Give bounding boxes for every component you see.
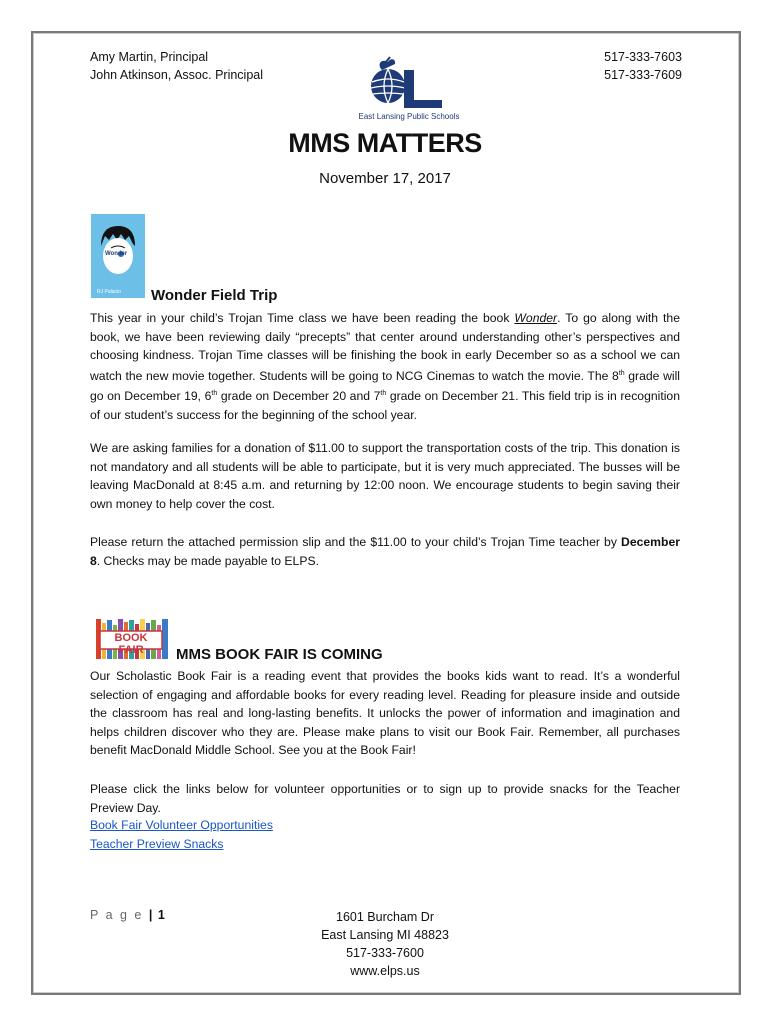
wonder-paragraph-2: We are asking families for a donation of $11.00 to support the transportation costs of the trip. This donation is not mandatory and all students will be able to participate, but it is very much appreciated. The busses will be leaving MacDonald at 8:45 a.m. and returning by 12:00 noon. We encourage students to begin saving their own money to help cover the cost. xyxy=(90,441,680,511)
bookfair-paragraph-2: Please click the links below for volunteer opportunities or to sign up to provide snacks for the Teacher Preview Day. xyxy=(90,782,680,815)
wonder-p1-text-b: . To go along with the book, we have been reviewing daily “precepts” that center around understanding other’s perspectives and choosing kindness. Trojan Time classes will be finishing the book in early December so as a school we can watch the new movie together. Students will be going to NCG Cinemas to watch the movie. The 8 xyxy=(90,311,680,383)
deadline-date: December 8 xyxy=(90,535,680,568)
phone-principal: 517-333-7603 xyxy=(604,50,682,64)
volunteer-opportunities-link[interactable]: Book Fair Volunteer Opportunities xyxy=(90,818,273,832)
footer-city: East Lansing MI 48823 xyxy=(321,928,449,942)
page-number: 1 xyxy=(157,908,165,922)
wonder-heading: Wonder Field Trip xyxy=(151,287,278,304)
footer-street: 1601 Burcham Dr xyxy=(336,910,434,924)
book-cover-title: Wonder xyxy=(105,251,128,257)
wonder-paragraph-1 xyxy=(90,309,680,425)
wonder-p3-text-a: Please return the attached permission slip and the $11.00 to your child’s Trojan Time teacher by xyxy=(90,535,622,549)
header-phones xyxy=(604,48,682,84)
wonder-p3-text-b: . Checks may be made payable to ELPS. xyxy=(96,553,319,568)
book-fair-logo-text: BOOK FAIR xyxy=(114,632,148,656)
principal-name: Amy Martin, Principal xyxy=(90,50,209,64)
bookfair-paragraph-1: Our Scholastic Book Fair is a reading event that provides the books kids want to read. It’s a wonderful selection of engaging and affordable books for every reading level. Reading for pleasure inside and outside the classroom has real and long-lasting benefits. It unlocks the power of information and imagination and helps children discover who they are. Please make plans to visit our Book Fair. Remember, all purchases benefit MacDonald Middle School. See you at the Book Fair! xyxy=(90,669,680,758)
teacher-preview-snacks-link[interactable]: Teacher Preview Snacks xyxy=(90,837,224,851)
footer-address xyxy=(300,908,470,980)
superscript: th xyxy=(618,369,625,377)
logo-caption: East Lansing Public Schools xyxy=(358,112,460,121)
wonder-book-title: Wonder xyxy=(514,311,558,325)
footer-website: www.elps.us xyxy=(350,964,420,978)
wonder-p1-text-c: grade will go on December 19, 6 xyxy=(90,368,680,404)
wonder-p1-text-e: grade on December 21. This field trip is in recognition of our student’s success for the beginning of the school year. xyxy=(90,389,680,423)
wonder-p1-text-a: This year in your child’s Trojan Time class we have been reading the book xyxy=(90,311,515,325)
wonder-p1-text-d: grade on December 20 and 7 xyxy=(217,389,381,404)
assoc-principal-name: John Atkinson, Assoc. Principal xyxy=(90,68,264,82)
wonder-paragraph-3 xyxy=(90,533,680,570)
phone-assoc-principal: 517-333-7609 xyxy=(604,68,682,82)
footer-phone: 517-333-7600 xyxy=(346,946,424,960)
page-number-footer xyxy=(90,908,165,922)
header-staff xyxy=(90,48,263,84)
newsletter-date: November 17, 2017 xyxy=(319,170,451,187)
bookfair-heading: MMS BOOK FAIR IS COMING xyxy=(176,646,383,663)
wonder-book-cover xyxy=(91,214,145,298)
book-fair-logo xyxy=(94,617,172,661)
superscript: th xyxy=(211,390,218,398)
book-cover-author: RJ Palacio xyxy=(97,289,121,295)
superscript: th xyxy=(380,390,387,398)
page-separator: | xyxy=(148,908,153,922)
page-label: P a g e xyxy=(90,908,144,922)
newsletter-title: MMS MATTERS xyxy=(288,128,482,158)
